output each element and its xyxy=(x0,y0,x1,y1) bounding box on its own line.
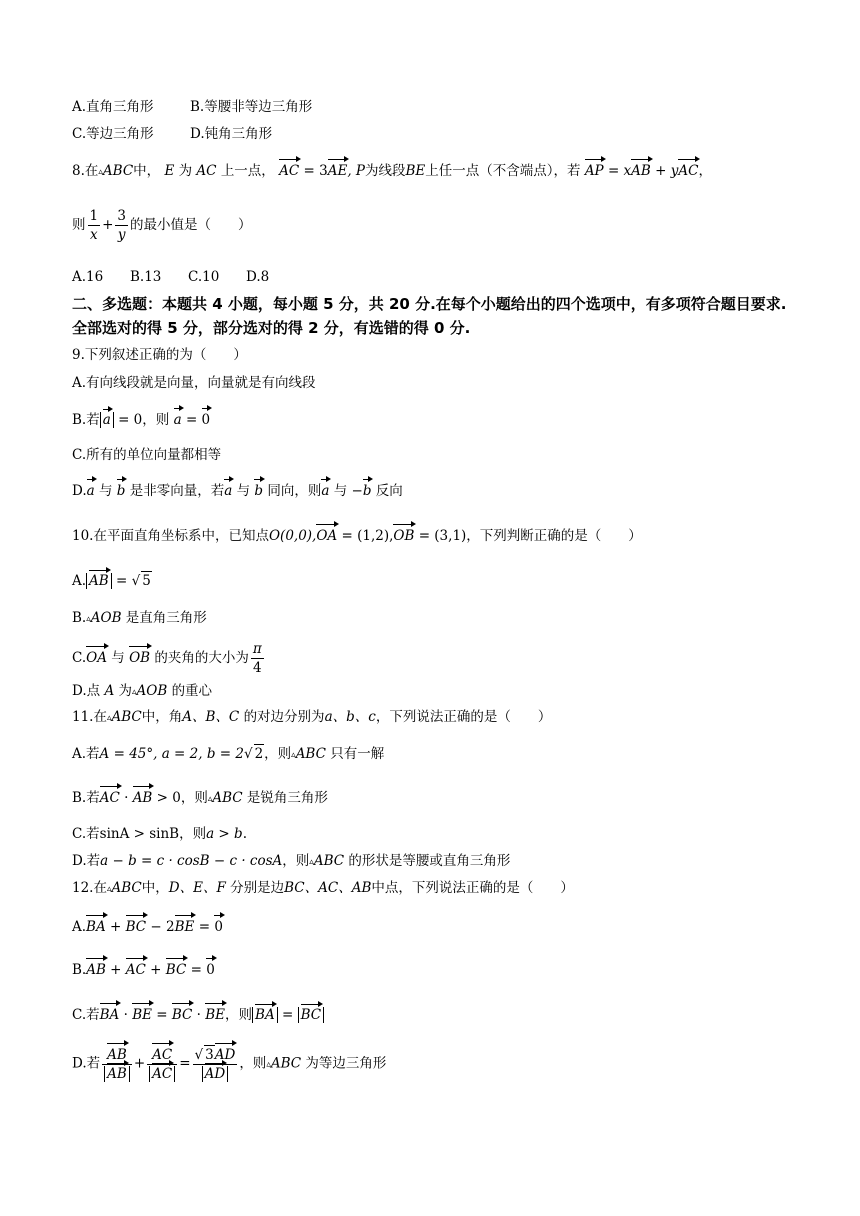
q9-stem: 9.下列叙述正确的为（ ） xyxy=(72,347,247,363)
q11-t3: ，下列说法正确的是（ ） xyxy=(375,709,552,725)
q7-option-a: A.直角三角形 xyxy=(72,99,154,115)
q10-c-pre: C. xyxy=(72,650,87,666)
triangle-symbol: ▵ xyxy=(291,750,296,760)
q9-d-t3: 与 xyxy=(236,483,251,499)
section-2-heading: 二、多选题：本题共 4 小题，每小题 5 分，共 20 分.在每个小题给出的四个选项中，有多项符合题目要求.全部选对的得 5 分，部分选对的得 2 分，有选错的得 0 分. xyxy=(72,295,787,337)
q11-a-radicand: 2 xyxy=(254,746,264,762)
q10-d-t: 为 xyxy=(118,683,132,699)
q12-option-a xyxy=(72,918,223,936)
q9-option-a: A.有向线段就是向量，向量就是有向线段 xyxy=(72,375,316,391)
q11-stem xyxy=(72,708,551,727)
q10-option-c xyxy=(72,640,266,677)
q11-option-c xyxy=(72,825,247,843)
q11-c-end: . xyxy=(242,826,247,842)
q9-b-pre: B.若 xyxy=(72,412,100,428)
q12-d-pre: D.若 xyxy=(72,1055,101,1072)
q12-d-t: ，则 xyxy=(239,1055,267,1072)
q7-options-row-2 xyxy=(72,125,272,143)
q12-pre: 12.在 xyxy=(72,880,107,896)
q9-option-c: C.所有的单位向量都相等 xyxy=(72,447,222,463)
q10-d-triangle: AOB xyxy=(136,683,168,699)
triangle-symbol: ▵ xyxy=(309,857,314,867)
q11-angles: A、B、C xyxy=(182,709,240,725)
q12-option-b xyxy=(72,961,215,979)
q8-number: 8.在 xyxy=(72,163,99,179)
q8-triangle-abc: ABC xyxy=(102,163,134,179)
q10-b-post: 是直角三角形 xyxy=(125,610,207,626)
q12-d-vec-ad-den: AD xyxy=(204,1066,226,1082)
q12-d-radicand: 3 xyxy=(205,1047,214,1063)
q10-a-eq: = xyxy=(116,573,132,589)
q10-c-t2: 的夹角的大小为 xyxy=(154,650,249,666)
q8-fraction-1 xyxy=(88,207,101,244)
q10-vector-oa: OA xyxy=(316,528,338,544)
q11-d-pre: D.若 xyxy=(72,853,101,869)
q8-text-6: 的最小值是（ ） xyxy=(130,217,252,233)
q9-b-vec-a-2: a xyxy=(173,412,182,428)
triangle-symbol: ▵ xyxy=(207,794,213,804)
q12-c-vector-be: BE xyxy=(132,1007,152,1023)
q11-option-a: A.若A = 45°, a = 2, b = 2√ 2，则▵ABC 只有一解 xyxy=(72,746,385,762)
q10-a-pre: A. xyxy=(72,573,87,589)
q7-option-d: D.钝角三角形 xyxy=(190,126,273,142)
q12-triangle: ABC xyxy=(111,880,142,896)
q12-d-vec-ad: AD xyxy=(214,1047,236,1063)
q12-a-minus: − 2 xyxy=(146,919,175,935)
q10-origin: O(0,0), xyxy=(268,528,317,544)
q12-c-vector-bc-2: BC xyxy=(300,1007,322,1023)
q11-sides: a、b、c xyxy=(324,709,376,725)
q12-t2: 分别是边 xyxy=(230,880,285,896)
q12-a-zero-vector: 0 xyxy=(214,919,223,935)
q8-text-5: 上任一点（不含端点），若 xyxy=(425,163,581,179)
q12-a-vector-ba: BA xyxy=(86,919,106,935)
q10-c-den: 4 xyxy=(253,660,262,676)
q10-pre: 10.在平面直角坐标系中，已知点 xyxy=(72,528,269,544)
q8-eq-1: = 3 xyxy=(303,163,328,179)
q8-tail: ， xyxy=(698,163,712,179)
q11-a-t: ，则 xyxy=(264,746,292,762)
q11-b-pre: B.若 xyxy=(72,790,100,806)
q12-a-vector-be: BE xyxy=(174,919,195,935)
q11-c-result: a > b xyxy=(206,826,243,842)
q8-ze: 则 xyxy=(72,217,86,233)
q9-option-d xyxy=(72,482,403,500)
q8-point-p: , P xyxy=(347,163,365,179)
q8-option-b: B.13 xyxy=(130,269,162,285)
q11-b-post: 是锐角三角形 xyxy=(246,790,328,806)
q11-d-expr: a − b = c · cosB − c · cosA xyxy=(100,853,283,869)
q10-d-point-a: A xyxy=(104,683,115,699)
q10-c-t: 与 xyxy=(111,650,125,666)
q8-f1-den: x xyxy=(89,227,98,243)
q10-c-vector-oa: OA xyxy=(86,650,107,666)
q9-d-vec-a-3: a xyxy=(321,483,330,499)
q8-vector-ac: AC xyxy=(279,163,300,179)
q10-c-num: π xyxy=(252,641,262,657)
q12-c-vector-be-2: BE xyxy=(205,1007,226,1023)
q9-b-vec-a: a xyxy=(102,412,111,428)
triangle-symbol: ▵ xyxy=(98,167,103,177)
q8-question: 则 $\frac{1}{x}$ + $\frac{3}{y}$ 的最小值是（ ） xyxy=(72,208,252,243)
q9-d-vec-b-3: b xyxy=(362,483,372,499)
q12-c-eq: = xyxy=(151,1007,172,1023)
q12-b-zero-vector: 0 xyxy=(206,962,215,978)
q10-a-radicand: 5 xyxy=(142,573,151,589)
triangle-symbol: ▵ xyxy=(131,687,137,697)
q8-point-e: E xyxy=(164,163,175,179)
q12-c-eq-2: = xyxy=(277,1007,298,1023)
q11-b-vector-ac: AC xyxy=(99,790,120,806)
q12-d-vec-ac-den: AC xyxy=(152,1065,173,1082)
triangle-symbol: ▵ xyxy=(266,1059,271,1070)
q8-plus: + y xyxy=(655,163,679,179)
q12-b-plus-1: + xyxy=(105,962,126,978)
q8-segment-ac: AC xyxy=(196,163,217,179)
q8-text-1: 中， xyxy=(133,163,161,179)
q12-c-t: ，则 xyxy=(225,1007,253,1023)
q11-triangle: ABC xyxy=(111,709,142,725)
q9-d-t2: 是非零向量，若 xyxy=(129,483,225,499)
q10-d-post: 的重心 xyxy=(171,683,213,699)
q8-stem xyxy=(72,162,712,181)
q8-text-4: 为线段 xyxy=(364,163,406,179)
q10-a-vector-ab: AB xyxy=(89,573,109,589)
q10-c-vector-ob: OB xyxy=(129,650,151,666)
q10-ob-value: = (3,1) xyxy=(418,528,467,544)
q8-vector-ab: AB xyxy=(631,163,651,179)
q10-oa-value: = (1,2), xyxy=(341,528,394,544)
q8-vector-ae: AE xyxy=(327,163,348,179)
q12-d-vec-ac: AC xyxy=(152,1046,173,1063)
q8-text-2: 为 xyxy=(178,163,193,179)
q12-b-vector-bc: BC xyxy=(165,962,187,978)
q12-c-dot-2: · xyxy=(192,1007,206,1023)
q9-d-t6: 反向 xyxy=(375,483,403,499)
q9-d-pre: D. xyxy=(72,483,87,499)
q12-c-vector-bc: BC xyxy=(171,1007,193,1023)
q7-options-row-1 xyxy=(72,98,312,116)
q10-option-d xyxy=(72,682,212,701)
q8-f1-num: 1 xyxy=(89,208,99,224)
triangle-symbol: ▵ xyxy=(86,614,91,624)
q10-option-a: A. AB = √ 5 xyxy=(72,573,151,589)
q12-option-d: D.若 $\frac{AB}{AB}$ + $\frac{AC}{AC}$ = $\frac{√ 3AD}{AD}$ ，则▵ABC 为等边三角形 xyxy=(72,1046,387,1082)
q11-d-triangle: ABC xyxy=(313,853,345,869)
q9-d-t1: 与 xyxy=(99,483,113,499)
q12-t3: 中点，下列说法正确的是（ ） xyxy=(371,880,574,896)
q8-fraction-2 xyxy=(115,207,128,244)
q12-c-dot-1: · xyxy=(119,1007,133,1023)
q12-b-vector-ab: AB xyxy=(86,962,106,978)
q10-option-b xyxy=(72,609,207,628)
q12-a-plus: + xyxy=(105,919,126,935)
q11-option-b xyxy=(72,789,328,808)
q11-a-expr: A = 45°, a = 2, b = 2 xyxy=(99,746,244,762)
q9-d-t5: 与 − xyxy=(333,483,363,499)
q12-points: D、E、F xyxy=(168,880,226,896)
q11-a-pre: A.若 xyxy=(72,746,100,762)
q12-d-post: 为等边三角形 xyxy=(305,1055,387,1072)
q10-stem xyxy=(72,527,642,545)
q12-b-plus-2: + xyxy=(145,962,166,978)
q10-d-pre: D.点 xyxy=(72,683,101,699)
q12-c-vector-ba: BA xyxy=(99,1007,120,1023)
q11-a-post: 只有一解 xyxy=(330,746,385,762)
q8-segment-be: BE xyxy=(405,163,426,179)
q8-f2-num: 3 xyxy=(117,208,126,224)
q12-a-pre: A. xyxy=(72,919,87,935)
q10-post: ，下列判断正确的是（ ） xyxy=(466,528,642,544)
q9-b-eq: = xyxy=(185,412,202,428)
q12-d-vec-ab: AB xyxy=(107,1046,127,1063)
q11-b-gt: > 0，则 xyxy=(152,790,208,806)
q11-a-triangle: ABC xyxy=(295,746,326,762)
q12-d-triangle: ABC xyxy=(270,1055,302,1072)
triangle-symbol: ▵ xyxy=(106,713,112,723)
q12-d-fraction-3: $\frac{√ 3AD}{AD}$ xyxy=(194,1047,236,1082)
q9-d-vec-a-2: a xyxy=(224,483,233,499)
q11-d-post: 的形状是等腰或直角三角形 xyxy=(348,853,511,869)
q12-d-fraction-1 xyxy=(102,1046,132,1083)
q9-d-vec-b: b xyxy=(116,483,126,499)
q8-vector-ac-2: AC xyxy=(678,163,699,179)
q12-b-vector-ac: AC xyxy=(125,962,146,978)
q8-text-3: 上一点， xyxy=(220,163,275,179)
q11-c-expr: sinA > sinB xyxy=(99,826,180,842)
q12-c-pre: C.若 xyxy=(72,1007,100,1023)
q12-a-vector-bc: BC xyxy=(125,919,147,935)
q8-option-a: A.16 xyxy=(72,269,104,285)
q9-b-mid: = 0，则 xyxy=(118,412,170,428)
q8-option-d: D.8 xyxy=(246,269,270,285)
q11-c-pre: C.若 xyxy=(72,826,100,842)
q9-option-b xyxy=(72,411,210,429)
q10-b-pre: B. xyxy=(72,610,87,626)
q11-option-d xyxy=(72,852,510,871)
q11-t2: 的对边分别为 xyxy=(243,709,325,725)
q9-d-vec-b-2: b xyxy=(254,483,264,499)
q12-d-vec-ab-den: AB xyxy=(107,1065,127,1082)
q10-vector-ob: OB xyxy=(393,528,415,544)
q12-stem xyxy=(72,879,574,898)
q9-b-zero-vector: 0 xyxy=(201,412,211,428)
q12-t1: 中， xyxy=(141,880,169,896)
q12-b-pre: B. xyxy=(72,962,87,978)
q7-option-c: C.等边三角形 xyxy=(72,126,154,142)
q9-d-vec-a: a xyxy=(86,483,95,499)
q12-option-c xyxy=(72,1006,324,1024)
q12-c-vector-ba-2: BA xyxy=(255,1007,275,1023)
q11-b-dot: · xyxy=(119,790,133,806)
q8-options xyxy=(72,268,269,286)
q10-b-triangle: AOB xyxy=(90,610,122,626)
triangle-symbol: ▵ xyxy=(106,884,112,894)
q11-d-t: ，则 xyxy=(282,853,310,869)
q11-b-vector-ab: AB xyxy=(132,790,153,806)
q12-a-eq: = xyxy=(194,919,215,935)
q8-eq-2: = x xyxy=(607,163,632,179)
q12-sides: BC、AC、AB xyxy=(284,880,372,896)
q11-t1: 中，角 xyxy=(141,709,183,725)
q11-b-triangle: ABC xyxy=(212,790,243,806)
q8-vector-ap: AP xyxy=(584,163,604,179)
q7-option-b: B.等腰非等边三角形 xyxy=(190,99,313,115)
q8-f2-den: y xyxy=(117,227,126,243)
q12-b-eq: = xyxy=(186,962,207,978)
q11-pre: 11.在 xyxy=(72,709,107,725)
q12-d-fraction-2 xyxy=(147,1046,177,1083)
q9-d-t4: 同向，则 xyxy=(267,483,322,499)
q10-c-fraction xyxy=(251,640,264,677)
q11-c-t: ，则 xyxy=(179,826,207,842)
q8-option-c: C.10 xyxy=(188,269,220,285)
